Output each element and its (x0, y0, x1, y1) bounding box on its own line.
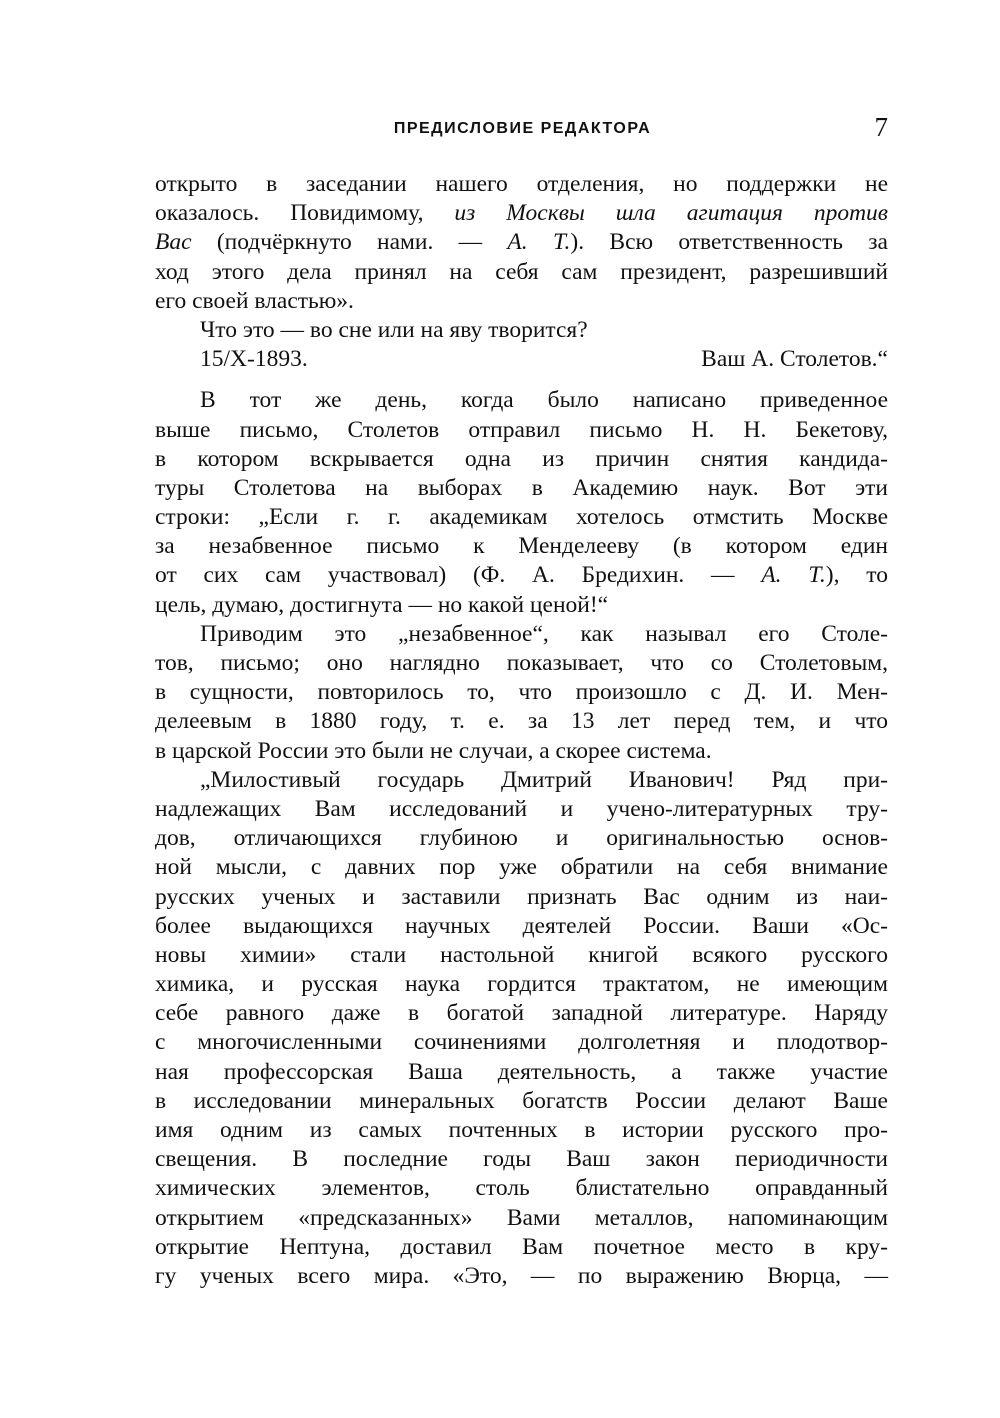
text-line (155, 591, 888, 620)
text-segment: открыто в заседании нашего отделения, но поддержки не (155, 171, 888, 197)
text-segment: строки: „Если г. г. академикам хотелось отмстить Москве (155, 504, 888, 531)
text-line (155, 678, 888, 707)
text-segment: выше письмо, Столетов отправил письмо Н. Н. Бекетову, (155, 416, 888, 443)
text-segment: в исследовании минеральных богатств России делают Ваше (155, 1087, 888, 1114)
text-line (155, 258, 888, 287)
text-segment: оказалось. Повидимому, (155, 200, 455, 227)
letter-signature: Ваш А. Столетов.“ (701, 346, 888, 373)
text-line (155, 853, 888, 882)
text-segment: ная профессорская Ваша деятельность, а также участие (155, 1058, 888, 1085)
text-segment: дов, отличающихся глубиною и оригинальностью основ- (155, 825, 888, 852)
text-segment: открытием «предсказанных» Вами металлов, напоминающим (155, 1204, 888, 1231)
text-segment: более выдающихся научных деятелей России. Ваши «Ос- (155, 912, 888, 939)
text-segment: ход этого дела принял на себя сам президент, разрешивший (155, 258, 888, 285)
text-segment: ), то (825, 562, 888, 589)
text-line (155, 532, 888, 561)
text-line (155, 170, 888, 199)
text-line (155, 445, 888, 474)
paragraph (155, 766, 888, 1291)
text-line (155, 912, 888, 941)
text-segment: Что это — во сне или на яву творится? (200, 316, 588, 343)
text-segment: имя одним из самых почтенных в истории русского про- (155, 1117, 888, 1143)
text-segment: себе равного даже в богатой западной литературе. Наряду (155, 1000, 888, 1027)
text-segment: его своей властью». (155, 287, 354, 314)
letter-signoff (155, 345, 888, 374)
text-segment: В тот же день, когда было написано приведенное (200, 387, 888, 414)
text-line (155, 1116, 888, 1145)
italic-segment: А. Т. (761, 562, 826, 589)
text-line (155, 228, 888, 257)
text-segment: свещения. В последние годы Ваш закон периодичности (155, 1146, 888, 1173)
text-segment: ). Всю ответственность за (570, 229, 888, 256)
text-segment: (подчёркнуто нами. — (191, 229, 508, 256)
text-line (155, 1174, 888, 1203)
text-line (155, 970, 888, 999)
text-segment: Приводим это „незабвенное“, как называл его Столе- (200, 620, 888, 647)
text-segment: гу ученых всего мира. «Это, — по выражению Вюрца, — (155, 1262, 888, 1289)
text-segment: новы химии» стали настольной книгой всякого русского (155, 941, 888, 968)
text-line (155, 1145, 888, 1174)
text-segment: делеевым в 1880 году, т. е. за 13 лет перед тем, и что (155, 708, 888, 735)
text-line (155, 316, 888, 345)
paragraph (155, 386, 888, 620)
text-segment: с многочисленными сочинениями долголетняя и плодотвор- (155, 1029, 888, 1056)
text-line (155, 474, 888, 503)
text-line (155, 503, 888, 532)
text-segment: открытие Нептуна, доставил Вам почетное место в кру- (155, 1233, 888, 1260)
text-line (155, 1204, 888, 1233)
text-line (155, 766, 888, 795)
text-line (155, 620, 888, 649)
text-segment: химика, и русская наука гордится трактатом, не имеющим (155, 971, 888, 998)
text-line (155, 1058, 888, 1087)
italic-segment: А. Т. (507, 229, 571, 256)
text-segment: надлежащих Вам исследований и учено-литературных тру- (155, 795, 888, 822)
text-segment: химических элементов, столь блистательно оправданный (155, 1175, 888, 1202)
text-line (155, 795, 888, 824)
text-line (155, 649, 888, 678)
text-segment: ной мысли, с давних пор уже обратили на себя внимание (155, 854, 888, 881)
text-line (155, 883, 888, 912)
text-segment: тов, письмо; оно наглядно показывает, что со Столетовым, (155, 650, 888, 676)
running-title: ПРЕДИСЛОВИЕ РЕДАКТОРА (393, 120, 652, 137)
text-line (155, 1233, 888, 1262)
text-line (155, 824, 888, 853)
text-line (155, 416, 888, 445)
text-segment: от сих сам участвовал) (Ф. А. Бредихин. — (155, 562, 762, 589)
text-segment: туры Столетова на выборах в Академию наук. Вот эти (155, 474, 888, 501)
text-line (155, 386, 888, 415)
text-line (155, 561, 888, 590)
text-line (155, 941, 888, 970)
text-line (155, 1028, 888, 1057)
text-segment: русских ученых и заставили признать Вас одним из наи- (155, 883, 888, 910)
text-line (155, 1262, 888, 1291)
text-line (155, 707, 888, 736)
text-segment: в сущности, повторилось то, что произошло с Д. И. Мен- (155, 679, 888, 706)
italic-segment: из Москвы шла агитация против (454, 200, 889, 227)
text-segment: „Милостивый государь Дмитрий Иванович! Ряд при- (200, 766, 888, 793)
text-line (155, 199, 888, 228)
body-text (155, 170, 888, 1291)
paragraph (155, 620, 888, 766)
text-line (155, 1087, 888, 1116)
text-segment: цель, думаю, достигнута — но какой ценой!“ (155, 591, 609, 618)
text-segment: за незабвенное письмо к Менделееву (в котором един (155, 533, 888, 560)
text-line (155, 287, 888, 316)
paragraphs (155, 386, 888, 1291)
text-line (155, 999, 888, 1028)
page-number: 7 (874, 112, 888, 142)
section-gap (155, 374, 888, 386)
letter-date: 15/X-1893. (200, 346, 308, 373)
italic-segment: Вас (155, 229, 192, 256)
text-line (155, 737, 888, 766)
letter-excerpt (155, 170, 888, 345)
text-segment: в царской России это были не случаи, а скорее система. (155, 737, 712, 764)
text-segment: в котором вскрывается одна из причин снятия кандида- (155, 445, 888, 472)
running-header (155, 112, 890, 148)
